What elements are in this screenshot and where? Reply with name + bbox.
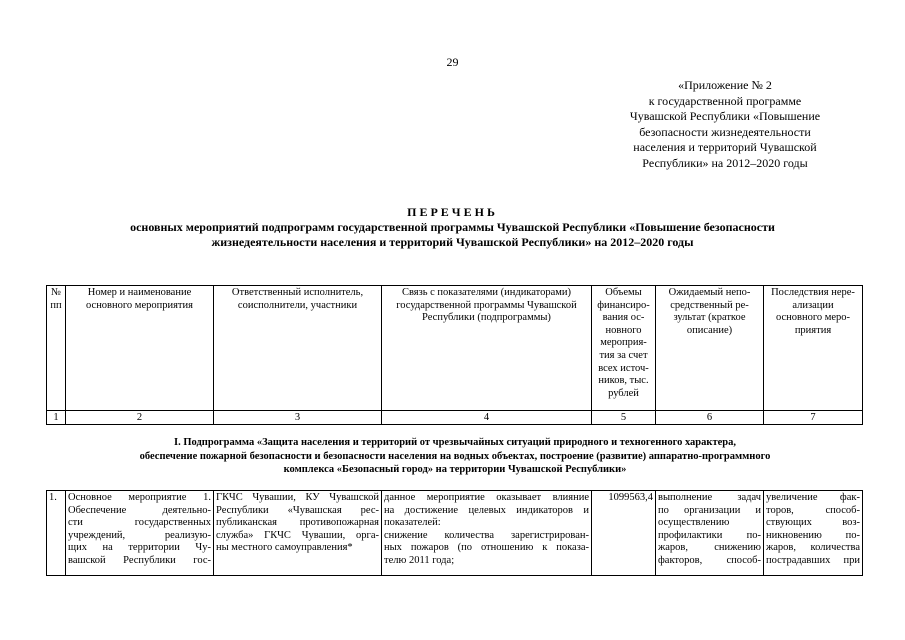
column-number: 5 <box>592 411 656 425</box>
document-title: ПЕРЕЧЕНЬ <box>407 205 498 219</box>
appendix-line: к государственной программе <box>648 93 802 108</box>
column-number-row <box>47 411 863 425</box>
header-financing: Объемы финансиро- вания ос- новного мероприя- тия за счет всех источ- ников, тыс. рублей <box>592 286 656 411</box>
document-subtitle <box>50 220 855 250</box>
row-financing: 1099563,4 <box>592 491 656 576</box>
subtitle-line: основных мероприятий подпрограмм государственной программы Чувашской Республики «Повышение безопасности <box>130 220 775 234</box>
section-title-line: обеспечение пожарной безопасности и безопасности населения на водных объектах, построение (развитие) аппаратно-программного <box>139 450 771 462</box>
appendix-line: Республики» на 2012–2020 годы <box>642 155 808 170</box>
column-number: 6 <box>656 411 764 425</box>
section-title-line: комплекса «Безопасный город» на территории Чувашской Республики» <box>283 464 627 475</box>
appendix-line: Чувашской Республики «Повышение <box>629 109 821 123</box>
row-index: 1. <box>47 491 66 576</box>
column-number: 2 <box>66 411 214 425</box>
header-number: № пп <box>47 286 66 411</box>
column-number: 1 <box>47 411 66 425</box>
header-indicators: Связь с показателями (индикаторами) государственной программы Чувашской Республики (подпрограммы) <box>382 286 592 411</box>
appendix-line: населения и территорий Чувашской <box>633 140 817 154</box>
page-number: 29 <box>446 55 459 69</box>
appendix-note <box>575 78 875 171</box>
row-expected-result: выполнение задач по организации и осуществлению профилактики по- жаров, снижению факторов, способ- <box>656 491 764 576</box>
header-measure-name: Номер и наименование основного мероприятия <box>66 286 214 411</box>
row-executors: ГКЧС Чувашии, КУ Чувашской Республики «Чувашская рес- публиканская противопожарная служба» ГКЧС Чувашии, орга- ны местного самоуправления* <box>214 491 382 576</box>
appendix-line: «Приложение № 2 <box>678 78 772 92</box>
appendix-line: безопасности жизнедеятельности <box>639 124 811 139</box>
column-number: 3 <box>214 411 382 425</box>
measures-table-header <box>46 285 863 425</box>
measures-table-body <box>46 490 863 576</box>
row-indicators: данное мероприятие оказывает влияние на достижение целевых индикаторов и показателей: снижение количества зарегистрирован- ных пожаров (по отношению к показа- телю 2011 года; <box>382 491 592 576</box>
section-title <box>60 436 850 477</box>
column-number: 4 <box>382 411 592 425</box>
header-consequences: Последствия нере- ализации основного меро- приятия <box>764 286 863 411</box>
header-expected-result: Ожидаемый непо- средственный ре- зультат (краткое описание) <box>656 286 764 411</box>
column-number: 7 <box>764 411 863 425</box>
header-executor: Ответственный исполнитель, соисполнители, участники <box>214 286 382 411</box>
row-measure-name: Основное мероприятие 1. Обеспечение деятельно- сти государственных учреждений, реализую- щих на территории Чу- вашской Республики гос- <box>66 491 214 576</box>
table-row <box>47 491 863 576</box>
subtitle-line: жизнедеятельности населения и территорий Чувашской Республики» на 2012–2020 годы <box>211 235 694 249</box>
row-consequences: увеличение фак- торов, способ- ствующих воз- никновению по- жаров, количества пострадавших при <box>764 491 863 576</box>
section-title-line: I. Подпрограмма «Защита населения и территорий от чрезвычайных ситуаций природного и техногенного характера, <box>174 437 736 448</box>
